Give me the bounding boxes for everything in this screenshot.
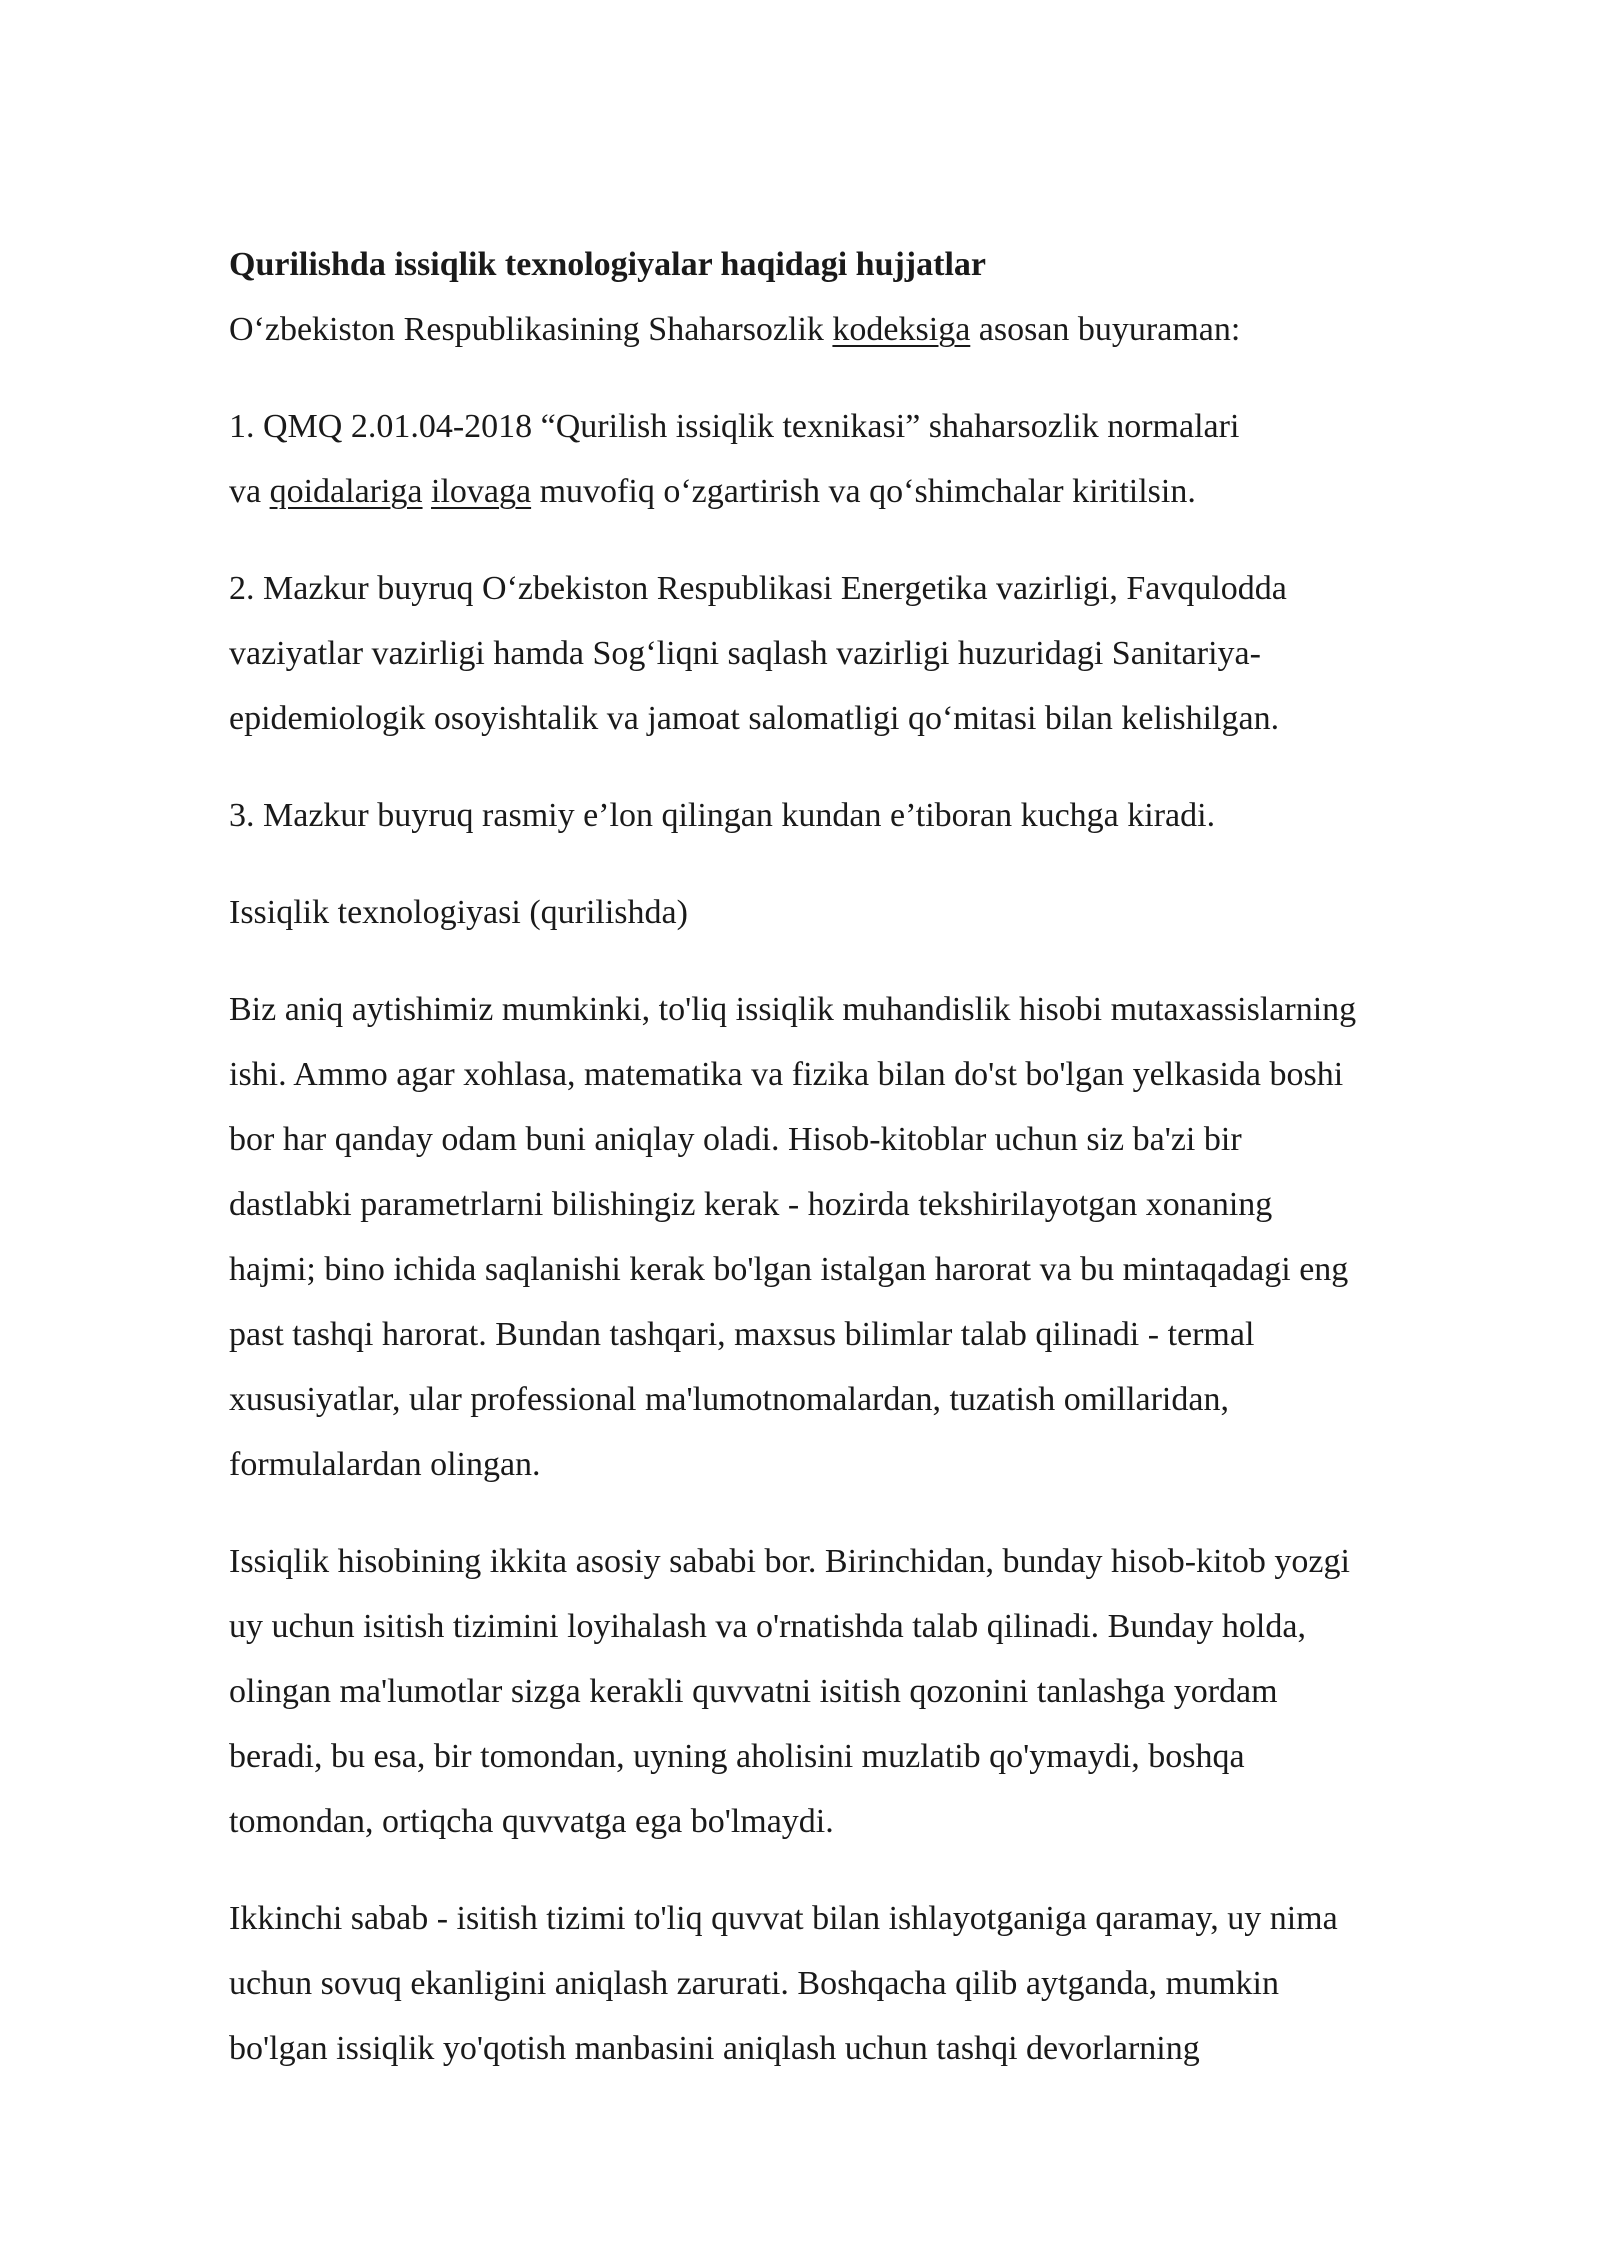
paragraph-line: Issiqlik hisobining ikkita asosiy sababi bor. Birinchidan, bunday hisob-kitob yozgi (229, 1543, 1350, 1580)
document-page (229, 232, 1529, 2081)
section-subheading: Issiqlik texnologiyasi (qurilishda) (229, 894, 688, 931)
paragraph-line: xususiyatlar, ular professional ma'lumotnomalardan, tuzatish omillaridan, (229, 1381, 1229, 1418)
item-1-text-after: muvofiq o‘zgartirish va qo‘shimchalar kiritilsin. (531, 473, 1196, 510)
paragraph-line: hajmi; bino ichida saqlanishi kerak bo'lgan istalgan harorat va bu mintaqadagi eng (229, 1251, 1349, 1288)
body-paragraph-1 (229, 977, 1529, 1497)
paragraph-line: formulalardan olingan. (229, 1446, 541, 1483)
paragraph-line: bo'lgan issiqlik yo'qotish manbasini aniqlash uchun tashqi devorlarning (229, 2030, 1200, 2067)
intro-paragraph (229, 297, 1529, 362)
qoidalariga-link[interactable]: qoidalariga (269, 473, 423, 510)
paragraph-line: uy uchun isitish tizimini loyihalash va o'rnatishda talab qilinadi. Bunday holda, (229, 1608, 1306, 1645)
item-1-paragraph (229, 394, 1529, 524)
body-paragraph-2 (229, 1529, 1529, 1854)
item-2-line-2: vaziyatlar vazirligi hamda Sog‘liqni saqlash vazirligi huzuridagi Sanitariya- (229, 635, 1261, 672)
paragraph-line: Ikkinchi sabab - isitish tizimi to'liq quvvat bilan ishlayotganiga qaramay, uy nima (229, 1900, 1338, 1937)
body-paragraph-3 (229, 1886, 1529, 2081)
item-2-line-3: epidemiologik osoyishtalik va jamoat salomatligi qo‘mitasi bilan kelishilgan. (229, 700, 1280, 737)
paragraph-line: dastlabki parametrlarni bilishingiz kerak - hozirda tekshirilayotgan xonaning (229, 1186, 1273, 1223)
document-title: Qurilishda issiqlik texnologiyalar haqidagi hujjatlar (229, 246, 986, 283)
paragraph-line: uchun sovuq ekanligini aniqlash zarurati. Boshqacha qilib aytganda, mumkin (229, 1965, 1279, 2002)
item-1-line-1: 1. QMQ 2.01.04-2018 “Qurilish issiqlik texnikasi” shaharsozlik normalari (229, 408, 1240, 445)
paragraph-line: Biz aniq aytishimiz mumkinki, to'liq issiqlik muhandislik hisobi mutaxassislarning (229, 991, 1357, 1028)
intro-text-after: asosan buyuraman: (970, 311, 1241, 348)
item-1-space (423, 473, 432, 510)
intro-text-before: O‘zbekiston Respublikasining Shaharsozlik (229, 311, 833, 348)
item-3-paragraph: 3. Mazkur buyruq rasmiy e’lon qilingan kundan e’tiboran kuchga kiradi. (229, 797, 1216, 834)
paragraph-line: tomondan, ortiqcha quvvatga ega bo'lmaydi. (229, 1803, 834, 1840)
item-2-line-1: 2. Mazkur buyruq O‘zbekiston Respublikasi Energetika vazirligi, Favqulodda (229, 570, 1287, 607)
paragraph-line: olingan ma'lumotlar sizga kerakli quvvatni isitish qozonini tanlashga yordam (229, 1673, 1278, 1710)
kodeksiga-link[interactable]: kodeksiga (832, 311, 971, 348)
paragraph-line: past tashqi harorat. Bundan tashqari, maxsus bilimlar talab qilinadi - termal (229, 1316, 1255, 1353)
paragraph-line: bor har qanday odam buni aniqlay oladi. Hisob-kitoblar uchun siz ba'zi bir (229, 1121, 1242, 1158)
paragraph-line: beradi, bu esa, bir tomondan, uyning aholisini muzlatib qo'ymaydi, boshqa (229, 1738, 1245, 1775)
item-1-text-before: va (229, 473, 270, 510)
paragraph-line: ishi. Ammo agar xohlasa, matematika va fizika bilan do'st bo'lgan yelkasida boshi (229, 1056, 1344, 1093)
item-2-paragraph (229, 556, 1529, 751)
ilovaga-link[interactable]: ilovaga (431, 473, 532, 510)
